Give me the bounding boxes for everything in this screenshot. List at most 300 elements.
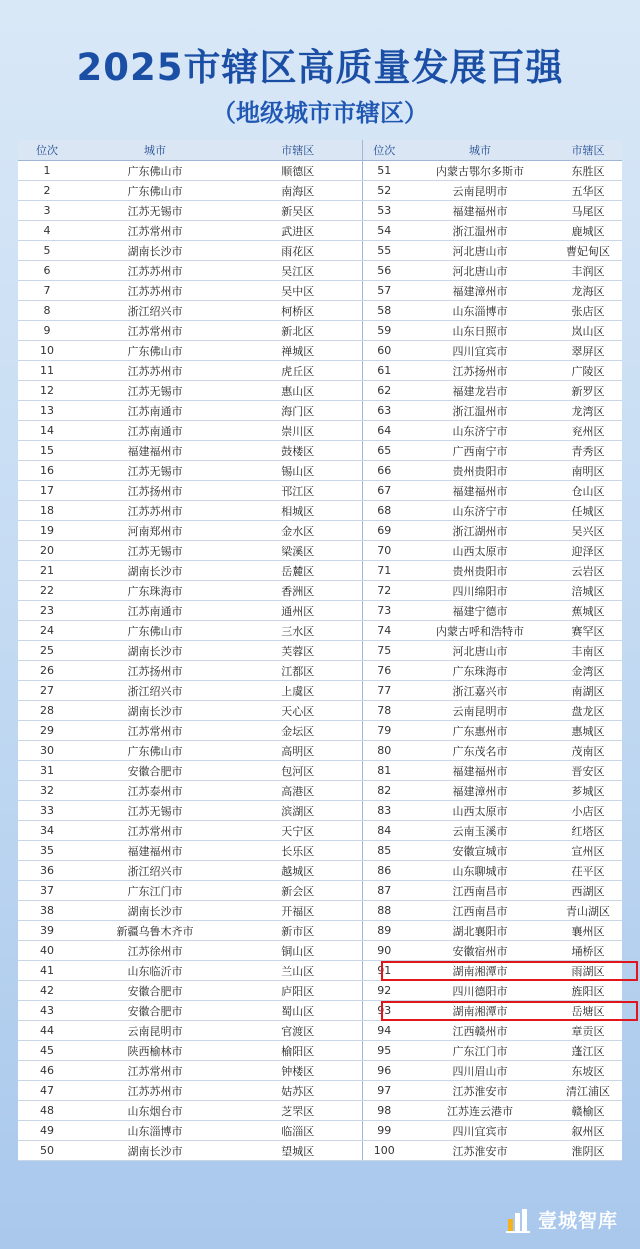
cell-rank: 34 (18, 821, 76, 841)
cell-district: 开福区 (234, 901, 362, 921)
cell-district: 仓山区 (554, 481, 622, 501)
cell-rank: 7 (18, 281, 76, 301)
cell-city: 云南昆明市 (406, 181, 554, 201)
cell-city: 河北唐山市 (406, 241, 554, 261)
cell-rank: 41 (18, 961, 76, 981)
cell-rank: 72 (362, 581, 406, 601)
cell-city: 广东佛山市 (76, 181, 234, 201)
cell-city: 广东佛山市 (76, 741, 234, 761)
cell-rank: 8 (18, 301, 76, 321)
cell-city: 广东佛山市 (76, 621, 234, 641)
table-row (18, 361, 622, 381)
table-row (18, 581, 622, 601)
cell-district: 张店区 (554, 301, 622, 321)
cell-rank: 29 (18, 721, 76, 741)
cell-city: 江苏无锡市 (76, 801, 234, 821)
cell-rank: 68 (362, 501, 406, 521)
cell-district: 宣州区 (554, 841, 622, 861)
cell-district: 兖州区 (554, 421, 622, 441)
cell-district: 香洲区 (234, 581, 362, 601)
cell-rank: 6 (18, 261, 76, 281)
cell-city: 云南昆明市 (406, 701, 554, 721)
cell-district: 蓬江区 (554, 1041, 622, 1061)
cell-district: 襄州区 (554, 921, 622, 941)
cell-city: 江苏常州市 (76, 821, 234, 841)
cell-city: 湖南长沙市 (76, 901, 234, 921)
cell-rank: 80 (362, 741, 406, 761)
table-row (18, 341, 622, 361)
cell-rank: 5 (18, 241, 76, 261)
cell-city: 湖南长沙市 (76, 701, 234, 721)
cell-city: 江苏淮安市 (406, 1081, 554, 1101)
cell-rank: 94 (362, 1021, 406, 1041)
cell-city: 福建宁德市 (406, 601, 554, 621)
cell-rank: 69 (362, 521, 406, 541)
cell-rank: 62 (362, 381, 406, 401)
cell-rank: 27 (18, 681, 76, 701)
cell-rank: 97 (362, 1081, 406, 1101)
cell-rank: 48 (18, 1101, 76, 1121)
cell-rank: 21 (18, 561, 76, 581)
cell-rank: 56 (362, 261, 406, 281)
table-row (18, 221, 622, 241)
page-subtitle: （地级城市市辖区） (212, 99, 428, 127)
cell-district: 鼓楼区 (234, 441, 362, 461)
cell-district: 金湾区 (554, 661, 622, 681)
cell-city: 安徽宿州市 (406, 941, 554, 961)
cell-rank: 87 (362, 881, 406, 901)
cell-rank: 58 (362, 301, 406, 321)
cell-rank: 54 (362, 221, 406, 241)
cell-city: 江苏南通市 (76, 421, 234, 441)
cell-rank: 96 (362, 1061, 406, 1081)
table-row (18, 701, 622, 721)
table-row (18, 621, 622, 641)
cell-city: 江苏苏州市 (76, 261, 234, 281)
column-header-district: 市辖区 (554, 140, 622, 161)
cell-rank: 77 (362, 681, 406, 701)
cell-district: 岳塘区 (554, 1001, 622, 1021)
cell-rank: 60 (362, 341, 406, 361)
column-header-rank: 位次 (362, 140, 406, 161)
cell-rank: 35 (18, 841, 76, 861)
cell-rank: 37 (18, 881, 76, 901)
cell-rank: 81 (362, 761, 406, 781)
table-row (18, 541, 622, 561)
cell-district: 金水区 (234, 521, 362, 541)
cell-city: 浙江温州市 (406, 401, 554, 421)
cell-rank: 90 (362, 941, 406, 961)
cell-district: 通州区 (234, 601, 362, 621)
cell-city: 浙江温州市 (406, 221, 554, 241)
cell-rank: 76 (362, 661, 406, 681)
cell-city: 江苏无锡市 (76, 461, 234, 481)
cell-city: 山西太原市 (406, 801, 554, 821)
cell-district: 吴中区 (234, 281, 362, 301)
cell-rank: 18 (18, 501, 76, 521)
cell-rank: 50 (18, 1141, 76, 1161)
cell-rank: 44 (18, 1021, 76, 1041)
table-row (18, 161, 622, 181)
cell-city: 福建福州市 (406, 761, 554, 781)
cell-rank: 88 (362, 901, 406, 921)
table-row (18, 1081, 622, 1101)
table-row (18, 1021, 622, 1041)
cell-city: 江苏苏州市 (76, 501, 234, 521)
cell-rank: 30 (18, 741, 76, 761)
cell-district: 南湖区 (554, 681, 622, 701)
cell-rank: 24 (18, 621, 76, 641)
cell-rank: 67 (362, 481, 406, 501)
table-row (18, 281, 622, 301)
cell-rank: 61 (362, 361, 406, 381)
cell-rank: 2 (18, 181, 76, 201)
cell-district: 南海区 (234, 181, 362, 201)
cell-rank: 63 (362, 401, 406, 421)
cell-city: 江苏常州市 (76, 221, 234, 241)
table-row (18, 181, 622, 201)
cell-district: 新市区 (234, 921, 362, 941)
table-body (18, 161, 622, 1161)
cell-district: 芝罘区 (234, 1101, 362, 1121)
cell-district: 章贡区 (554, 1021, 622, 1041)
cell-rank: 32 (18, 781, 76, 801)
cell-district: 西湖区 (554, 881, 622, 901)
cell-district: 芗城区 (554, 781, 622, 801)
cell-rank: 91 (362, 961, 406, 981)
cell-district: 盘龙区 (554, 701, 622, 721)
cell-district: 南明区 (554, 461, 622, 481)
cell-city: 浙江嘉兴市 (406, 681, 554, 701)
cell-city: 四川眉山市 (406, 1061, 554, 1081)
table-row (18, 421, 622, 441)
cell-rank: 95 (362, 1041, 406, 1061)
cell-rank: 17 (18, 481, 76, 501)
cell-district: 龙湾区 (554, 401, 622, 421)
cell-city: 浙江绍兴市 (76, 301, 234, 321)
cell-rank: 25 (18, 641, 76, 661)
table-row (18, 841, 622, 861)
column-header-rank: 位次 (18, 140, 76, 161)
cell-city: 内蒙古鄂尔多斯市 (406, 161, 554, 181)
cell-city: 山东济宁市 (406, 421, 554, 441)
table-row (18, 681, 622, 701)
cell-city: 江苏常州市 (76, 721, 234, 741)
table-row (18, 741, 622, 761)
cell-district: 天心区 (234, 701, 362, 721)
table-row (18, 761, 622, 781)
cell-city: 江西赣州市 (406, 1021, 554, 1041)
table-row (18, 441, 622, 461)
cell-rank: 89 (362, 921, 406, 941)
cell-rank: 52 (362, 181, 406, 201)
cell-rank: 1 (18, 161, 76, 181)
cell-district: 钟楼区 (234, 1061, 362, 1081)
cell-city: 安徽合肥市 (76, 1001, 234, 1021)
cell-district: 赣榆区 (554, 1101, 622, 1121)
cell-district: 青山湖区 (554, 901, 622, 921)
cell-city: 山东淄博市 (76, 1121, 234, 1141)
column-header-district: 市辖区 (234, 140, 362, 161)
cell-district: 梁溪区 (234, 541, 362, 561)
cell-district: 惠山区 (234, 381, 362, 401)
cell-city: 广东江门市 (76, 881, 234, 901)
cell-city: 江苏扬州市 (76, 661, 234, 681)
cell-city: 福建龙岩市 (406, 381, 554, 401)
cell-district: 天宁区 (234, 821, 362, 841)
cell-district: 虎丘区 (234, 361, 362, 381)
building-bars-icon (506, 1207, 532, 1233)
cell-rank: 73 (362, 601, 406, 621)
cell-rank: 23 (18, 601, 76, 621)
cell-district: 芙蓉区 (234, 641, 362, 661)
cell-city: 湖南湘潭市 (406, 1001, 554, 1021)
cell-city: 四川绵阳市 (406, 581, 554, 601)
cell-district: 蜀山区 (234, 1001, 362, 1021)
cell-district: 丰润区 (554, 261, 622, 281)
cell-rank: 86 (362, 861, 406, 881)
cell-city: 山东济宁市 (406, 501, 554, 521)
cell-rank: 71 (362, 561, 406, 581)
cell-district: 龙海区 (554, 281, 622, 301)
cell-district: 任城区 (554, 501, 622, 521)
table-row (18, 241, 622, 261)
cell-city: 江苏苏州市 (76, 1081, 234, 1101)
cell-district: 马尾区 (554, 201, 622, 221)
cell-rank: 3 (18, 201, 76, 221)
cell-district: 高港区 (234, 781, 362, 801)
cell-district: 越城区 (234, 861, 362, 881)
cell-district: 庐阳区 (234, 981, 362, 1001)
cell-city: 湖南长沙市 (76, 641, 234, 661)
cell-city: 山东日照市 (406, 321, 554, 341)
cell-rank: 43 (18, 1001, 76, 1021)
cell-district: 包河区 (234, 761, 362, 781)
cell-city: 江苏苏州市 (76, 361, 234, 381)
cell-rank: 59 (362, 321, 406, 341)
cell-city: 广东惠州市 (406, 721, 554, 741)
cell-rank: 11 (18, 361, 76, 381)
cell-rank: 12 (18, 381, 76, 401)
table-row (18, 381, 622, 401)
cell-city: 福建漳州市 (406, 281, 554, 301)
cell-district: 青秀区 (554, 441, 622, 461)
cell-rank: 70 (362, 541, 406, 561)
cell-rank: 19 (18, 521, 76, 541)
cell-rank: 78 (362, 701, 406, 721)
cell-city: 江苏常州市 (76, 1061, 234, 1081)
cell-rank: 42 (18, 981, 76, 1001)
cell-rank: 82 (362, 781, 406, 801)
cell-city: 江苏常州市 (76, 321, 234, 341)
table-row (18, 261, 622, 281)
cell-city: 浙江湖州市 (406, 521, 554, 541)
cell-city: 四川宜宾市 (406, 1121, 554, 1141)
table-row (18, 501, 622, 521)
cell-district: 迎泽区 (554, 541, 622, 561)
cell-district: 高明区 (234, 741, 362, 761)
cell-district: 翠屏区 (554, 341, 622, 361)
cell-rank: 39 (18, 921, 76, 941)
cell-district: 崇川区 (234, 421, 362, 441)
cell-district: 邗江区 (234, 481, 362, 501)
cell-city: 江苏南通市 (76, 601, 234, 621)
cell-city: 江苏南通市 (76, 401, 234, 421)
cell-district: 云岩区 (554, 561, 622, 581)
cell-district: 岚山区 (554, 321, 622, 341)
table-row (18, 1141, 622, 1161)
cell-rank: 36 (18, 861, 76, 881)
cell-city: 江苏扬州市 (406, 361, 554, 381)
cell-rank: 75 (362, 641, 406, 661)
table-row (18, 461, 622, 481)
table-row (18, 561, 622, 581)
table-row (18, 1041, 622, 1061)
cell-city: 山东聊城市 (406, 861, 554, 881)
cell-rank: 66 (362, 461, 406, 481)
cell-district: 赛罕区 (554, 621, 622, 641)
cell-district: 铜山区 (234, 941, 362, 961)
cell-district: 小店区 (554, 801, 622, 821)
cell-city: 福建福州市 (406, 481, 554, 501)
cell-city: 山东烟台市 (76, 1101, 234, 1121)
cell-district: 茌平区 (554, 861, 622, 881)
cell-city: 广西南宁市 (406, 441, 554, 461)
cell-rank: 92 (362, 981, 406, 1001)
table-row (18, 1101, 622, 1121)
cell-city: 福建福州市 (76, 441, 234, 461)
page-title: 2025市辖区高质量发展百强 (76, 46, 564, 89)
cell-rank: 99 (362, 1121, 406, 1141)
cell-city: 江苏扬州市 (76, 481, 234, 501)
brand-footer (506, 1206, 618, 1233)
cell-district: 兰山区 (234, 961, 362, 981)
cell-city: 江苏无锡市 (76, 381, 234, 401)
cell-district: 顺德区 (234, 161, 362, 181)
cell-rank: 33 (18, 801, 76, 821)
cell-district: 新北区 (234, 321, 362, 341)
cell-city: 新疆乌鲁木齐市 (76, 921, 234, 941)
cell-city: 江苏无锡市 (76, 201, 234, 221)
cell-city: 安徽合肥市 (76, 981, 234, 1001)
table-row (18, 1001, 622, 1021)
cell-rank: 65 (362, 441, 406, 461)
cell-district: 望城区 (234, 1141, 362, 1161)
cell-city: 贵州贵阳市 (406, 561, 554, 581)
cell-district: 姑苏区 (234, 1081, 362, 1101)
cell-district: 临淄区 (234, 1121, 362, 1141)
cell-district: 东坡区 (554, 1061, 622, 1081)
cell-city: 安徽合肥市 (76, 761, 234, 781)
cell-rank: 47 (18, 1081, 76, 1101)
cell-district: 旌阳区 (554, 981, 622, 1001)
table-row (18, 1121, 622, 1141)
cell-rank: 15 (18, 441, 76, 461)
table-row (18, 961, 622, 981)
cell-city: 江苏淮安市 (406, 1141, 554, 1161)
cell-rank: 84 (362, 821, 406, 841)
cell-district: 埇桥区 (554, 941, 622, 961)
table-row (18, 861, 622, 881)
table-row (18, 201, 622, 221)
cell-district: 雨花区 (234, 241, 362, 261)
cell-district: 茂南区 (554, 741, 622, 761)
table-row (18, 401, 622, 421)
cell-city: 福建福州市 (406, 201, 554, 221)
cell-city: 福建漳州市 (406, 781, 554, 801)
cell-rank: 22 (18, 581, 76, 601)
cell-rank: 45 (18, 1041, 76, 1061)
cell-district: 淮阴区 (554, 1141, 622, 1161)
page-header (0, 44, 640, 130)
cell-city: 四川宜宾市 (406, 341, 554, 361)
cell-city: 广东珠海市 (406, 661, 554, 681)
table-row (18, 1061, 622, 1081)
cell-rank: 83 (362, 801, 406, 821)
cell-rank: 46 (18, 1061, 76, 1081)
cell-district: 五华区 (554, 181, 622, 201)
cell-district: 官渡区 (234, 1021, 362, 1041)
cell-district: 金坛区 (234, 721, 362, 741)
cell-city: 浙江绍兴市 (76, 681, 234, 701)
cell-city: 江西南昌市 (406, 881, 554, 901)
cell-rank: 74 (362, 621, 406, 641)
cell-district: 长乐区 (234, 841, 362, 861)
cell-rank: 10 (18, 341, 76, 361)
cell-district: 丰南区 (554, 641, 622, 661)
cell-rank: 4 (18, 221, 76, 241)
cell-rank: 28 (18, 701, 76, 721)
cell-district: 上虞区 (234, 681, 362, 701)
cell-district: 鹿城区 (554, 221, 622, 241)
cell-district: 江都区 (234, 661, 362, 681)
table-row (18, 321, 622, 341)
cell-city: 河北唐山市 (406, 641, 554, 661)
cell-district: 吴江区 (234, 261, 362, 281)
cell-city: 山东淄博市 (406, 301, 554, 321)
cell-city: 湖南长沙市 (76, 1141, 234, 1161)
cell-district: 红塔区 (554, 821, 622, 841)
cell-district: 新罗区 (554, 381, 622, 401)
cell-district: 相城区 (234, 501, 362, 521)
cell-district: 涪城区 (554, 581, 622, 601)
cell-rank: 57 (362, 281, 406, 301)
cell-district: 惠城区 (554, 721, 622, 741)
cell-district: 武进区 (234, 221, 362, 241)
table-row (18, 941, 622, 961)
cell-city: 山东临沂市 (76, 961, 234, 981)
cell-rank: 38 (18, 901, 76, 921)
cell-city: 江苏泰州市 (76, 781, 234, 801)
cell-city: 广东佛山市 (76, 341, 234, 361)
cell-city: 浙江绍兴市 (76, 861, 234, 881)
cell-rank: 13 (18, 401, 76, 421)
cell-city: 江苏苏州市 (76, 281, 234, 301)
cell-rank: 9 (18, 321, 76, 341)
cell-district: 滨湖区 (234, 801, 362, 821)
cell-city: 江苏无锡市 (76, 541, 234, 561)
cell-rank: 55 (362, 241, 406, 261)
cell-district: 广陵区 (554, 361, 622, 381)
cell-city: 湖北襄阳市 (406, 921, 554, 941)
table-row (18, 481, 622, 501)
cell-city: 陕西榆林市 (76, 1041, 234, 1061)
cell-city: 河北唐山市 (406, 261, 554, 281)
cell-city: 贵州贵阳市 (406, 461, 554, 481)
cell-district: 曹妃甸区 (554, 241, 622, 261)
cell-city: 河南郑州市 (76, 521, 234, 541)
cell-rank: 85 (362, 841, 406, 861)
